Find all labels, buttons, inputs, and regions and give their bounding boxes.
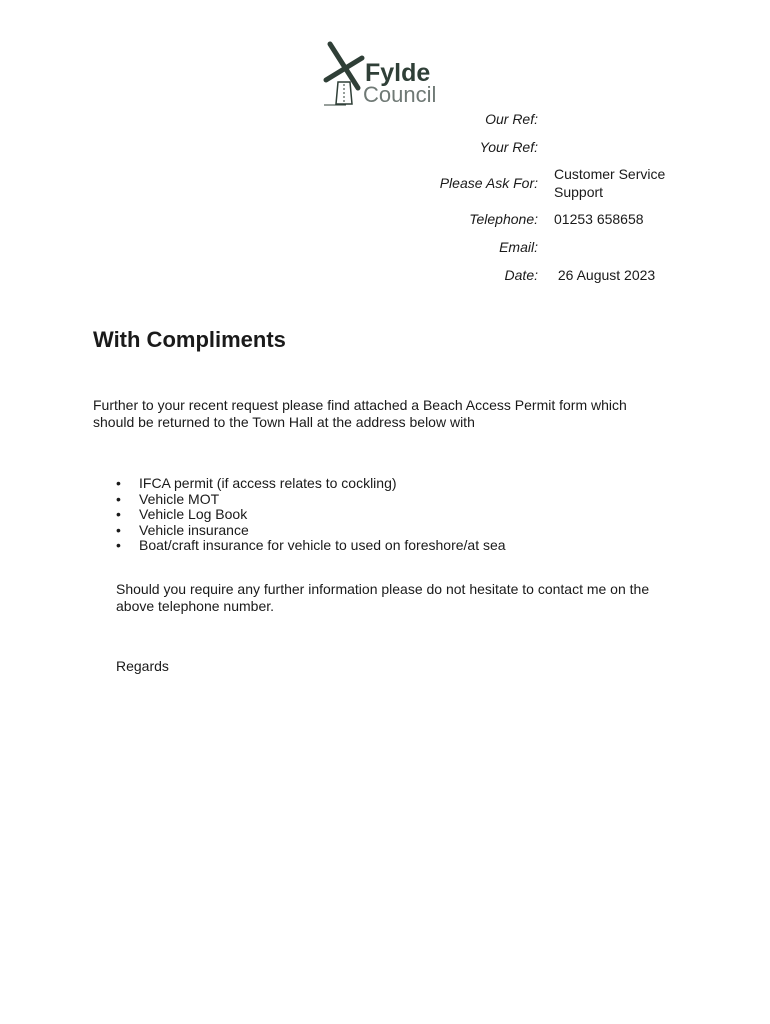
meta-label: Date: [504,267,538,283]
page-title: With Compliments [93,327,286,352]
logo-word-fylde: Fylde [365,59,431,87]
list-item: • IFCA permit (if access relates to cockling) [116,475,397,491]
bullet-icon: • [116,506,121,522]
meta-value: 26 August 2023 [554,267,656,283]
meta-label: Please Ask For: [439,175,538,191]
closing-text: Regards [116,658,169,674]
meta-label: Your Ref: [479,139,538,155]
meta-value: 01253 658658 [554,211,644,227]
contact-paragraph: Should you require any further information please do not hesitate to contact me on the above telephone number. [116,581,650,614]
requirements-list [116,476,506,554]
bullet-icon: • [116,490,121,507]
meta-label: Our Ref: [485,111,538,127]
meta-label: Email: [499,239,538,255]
meta-label: Telephone: [469,211,538,227]
logo-word-council: Council [363,82,437,107]
meta-row-please-ask-for [300,166,700,202]
meta-row-your-ref [300,139,700,156]
meta-row-our-ref [300,111,700,128]
meta-row-date [300,267,700,284]
bullet-icon: • [116,475,121,491]
bullet-icon: • [116,521,121,538]
meta-row-telephone [300,211,700,228]
meta-value-line2: Support [554,184,604,200]
list-item: • Vehicle Log Book [116,506,248,522]
list-item: • Boat/craft insurance for vehicle to used on foreshore/at sea [116,537,506,553]
list-item: • Vehicle insurance [116,521,249,538]
meta-row-email [300,239,700,256]
bullet-icon: • [116,537,121,553]
meta-value-line1: Customer Service [554,166,666,182]
list-item: • Vehicle MOT [116,490,220,507]
intro-paragraph: Further to your recent request please find attached a Beach Access Permit form which should be returned to the Town Hall at the address below with [93,397,627,430]
